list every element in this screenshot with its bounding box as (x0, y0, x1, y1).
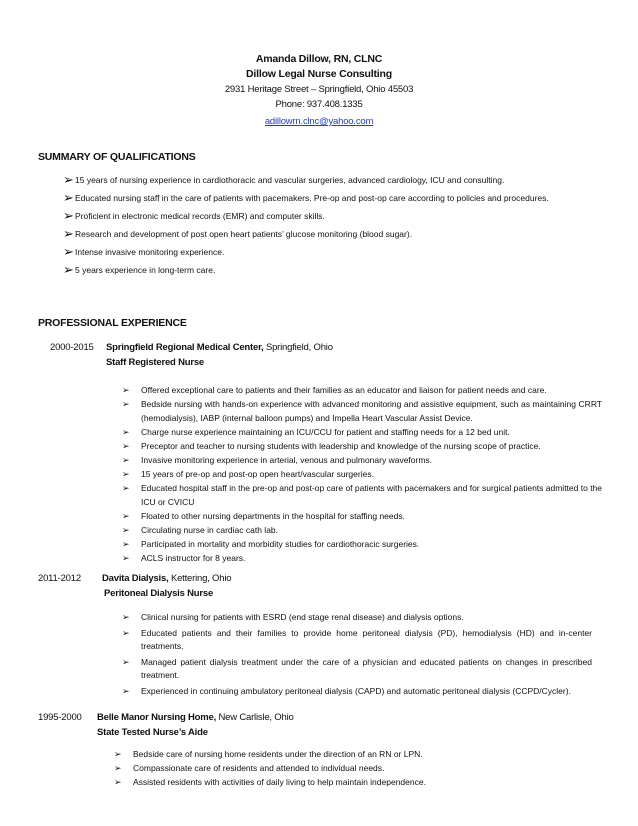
arrow-bullet-icon: ➢ (122, 627, 130, 638)
arrow-bullet-icon: ➢ (122, 427, 130, 437)
list-item: ➢ Educated patients and their families to provide home peritoneal dialysis (PD), hemodialysis (HD) and in-center treatments. (122, 627, 592, 652)
arrow-bullet-icon: ➢ (122, 511, 130, 521)
summary-list (63, 173, 588, 281)
arrow-bullet-icon: ➢ (114, 763, 122, 773)
arrow-bullet-icon: ➢ (122, 399, 130, 409)
arrow-bullet-icon: ➢ (63, 226, 74, 241)
employer-name: Springfield Regional Medical Center, (106, 342, 264, 353)
employer-location: Springfield, Ohio (263, 342, 333, 353)
list-item: ➢ Proficient in electronic medical records (EMR) and computer skills. (63, 208, 325, 223)
list-item: ➢ Assisted residents with activities of daily living to help maintain independence. (114, 777, 426, 787)
arrow-bullet-icon: ➢ (122, 385, 130, 395)
list-item: ➢ Offered exceptional care to patients and their families as an educator and liaison for patient needs and care. (122, 385, 547, 395)
job-dates: 1995-2000 (38, 712, 82, 723)
arrow-bullet-icon: ➢ (63, 208, 74, 223)
list-item: ➢ 15 years of nursing experience in cardiothoracic and vascular surgeries, advanced cardiology, ICU and consulting. (63, 172, 505, 187)
street-address: 2931 Heritage Street – Springfield, Ohio 45503 (224, 84, 414, 95)
job-dates: 2000-2015 (50, 342, 94, 353)
candidate-name: Amanda Dillow, RN, CLNC (255, 53, 383, 65)
list-item: ➢ Circulating nurse in cardiac cath lab. (122, 525, 279, 535)
job-duties-list (122, 383, 602, 565)
list-item: ➢ Educated nursing staff in the care of patients with pacemakers. Pre-op and post-op care according to policies and procedures. (63, 190, 549, 205)
list-item: ➢ Participated in mortality and morbidity studies for cardiothoracic surgeries. (122, 539, 420, 549)
list-item: ➢ Charge nurse experience maintaining an ICU/CCU for patient and staffing needs for a 12 bed unit. (122, 427, 510, 437)
experience-heading: PROFESSIONAL EXPERIENCE (38, 317, 187, 329)
job-employer (97, 712, 294, 723)
arrow-bullet-icon: ➢ (63, 172, 74, 187)
job-duties-list (114, 747, 594, 789)
job-position: State Tested Nurse’s Aide (97, 727, 208, 738)
list-item: ➢ Research and development of post open heart patients’ glucose monitoring (blood sugar). (63, 226, 413, 241)
company-name: Dillow Legal Nurse Consulting (246, 68, 392, 80)
list-item: ➢ Preceptor and teacher to nursing students with leadership and knowledge of the nursing scope of practice. (122, 441, 541, 451)
list-item: ➢ 5 years experience in long-term care. (63, 262, 216, 277)
arrow-bullet-icon: ➢ (122, 553, 130, 563)
list-item: ➢ Experienced in continuing ambulatory peritoneal dialysis (CAPD) and automatic peritoneal dialysis (CCPD/Cycler). (122, 685, 592, 699)
employer-location: New Carlisle, Ohio (216, 712, 294, 723)
arrow-bullet-icon: ➢ (114, 777, 122, 787)
job-employer (106, 342, 333, 353)
list-item: ➢ Compassionate care of residents and attended to individual needs. (114, 763, 385, 773)
arrow-bullet-icon: ➢ (114, 749, 122, 759)
list-item: ➢ Intense invasive monitoring experience. (63, 244, 225, 259)
resume-header (0, 52, 638, 129)
phone-number: Phone: 937.408.1335 (275, 99, 363, 110)
job-duties-list (122, 611, 592, 701)
summary-heading: SUMMARY OF QUALIFICATIONS (38, 151, 196, 163)
arrow-bullet-icon: ➢ (122, 483, 130, 493)
job-dates: 2011-2012 (38, 573, 81, 584)
arrow-bullet-icon: ➢ (122, 685, 130, 696)
employer-name: Belle Manor Nursing Home, (97, 712, 217, 723)
arrow-bullet-icon: ➢ (63, 190, 74, 205)
arrow-bullet-icon: ➢ (122, 441, 130, 451)
employer-location: Kettering, Ohio (168, 573, 232, 584)
arrow-bullet-icon: ➢ (63, 244, 74, 259)
list-item: ➢ Floated to other nursing departments in the hospital for staffing needs. (122, 511, 405, 521)
list-item: ➢ ACLS instructor for 8 years. (122, 553, 246, 563)
arrow-bullet-icon: ➢ (63, 262, 74, 277)
arrow-bullet-icon: ➢ (122, 656, 130, 667)
job-position: Staff Registered Nurse (106, 357, 205, 368)
list-item: ➢ Managed patient dialysis treatment under the care of a physician and educated patients on changes in prescribed treatment. (122, 656, 592, 681)
job-employer (102, 573, 231, 584)
list-item: ➢ Bedside care of nursing home residents under the direction of an RN or LPN. (114, 749, 423, 759)
list-item: ➢ Bedside nursing with hands-on experience with advanced monitoring and assistive equipment, such as maintaining CRRT (hemodialysis), IABP (internal balloon pumps) and Impella Heart Vascular Assist Device. (122, 399, 602, 423)
email-link[interactable]: adillowrn.clnc@yahoo.com (264, 116, 374, 127)
arrow-bullet-icon: ➢ (122, 469, 130, 479)
arrow-bullet-icon: ➢ (122, 612, 130, 622)
list-item: ➢ Invasive monitoring experience in arterial, venous and pulmonary waveforms. (122, 455, 433, 465)
arrow-bullet-icon: ➢ (122, 539, 130, 549)
arrow-bullet-icon: ➢ (122, 525, 130, 535)
list-item: ➢ Educated hospital staff in the pre-op and post-op care of patients with pacemakers and for surgical patients admitted to the ICU or CVICU (122, 483, 603, 507)
arrow-bullet-icon: ➢ (122, 455, 130, 465)
job-position: Peritoneal Dialysis Nurse (104, 588, 214, 599)
employer-name: Davita Dialysis, (102, 573, 169, 584)
list-item: ➢ 15 years of pre-op and post-op open heart/vascular surgeries. (122, 469, 374, 479)
list-item: ➢ Clinical nursing for patients with ESRD (end stage renal disease) and dialysis options. (122, 611, 592, 625)
